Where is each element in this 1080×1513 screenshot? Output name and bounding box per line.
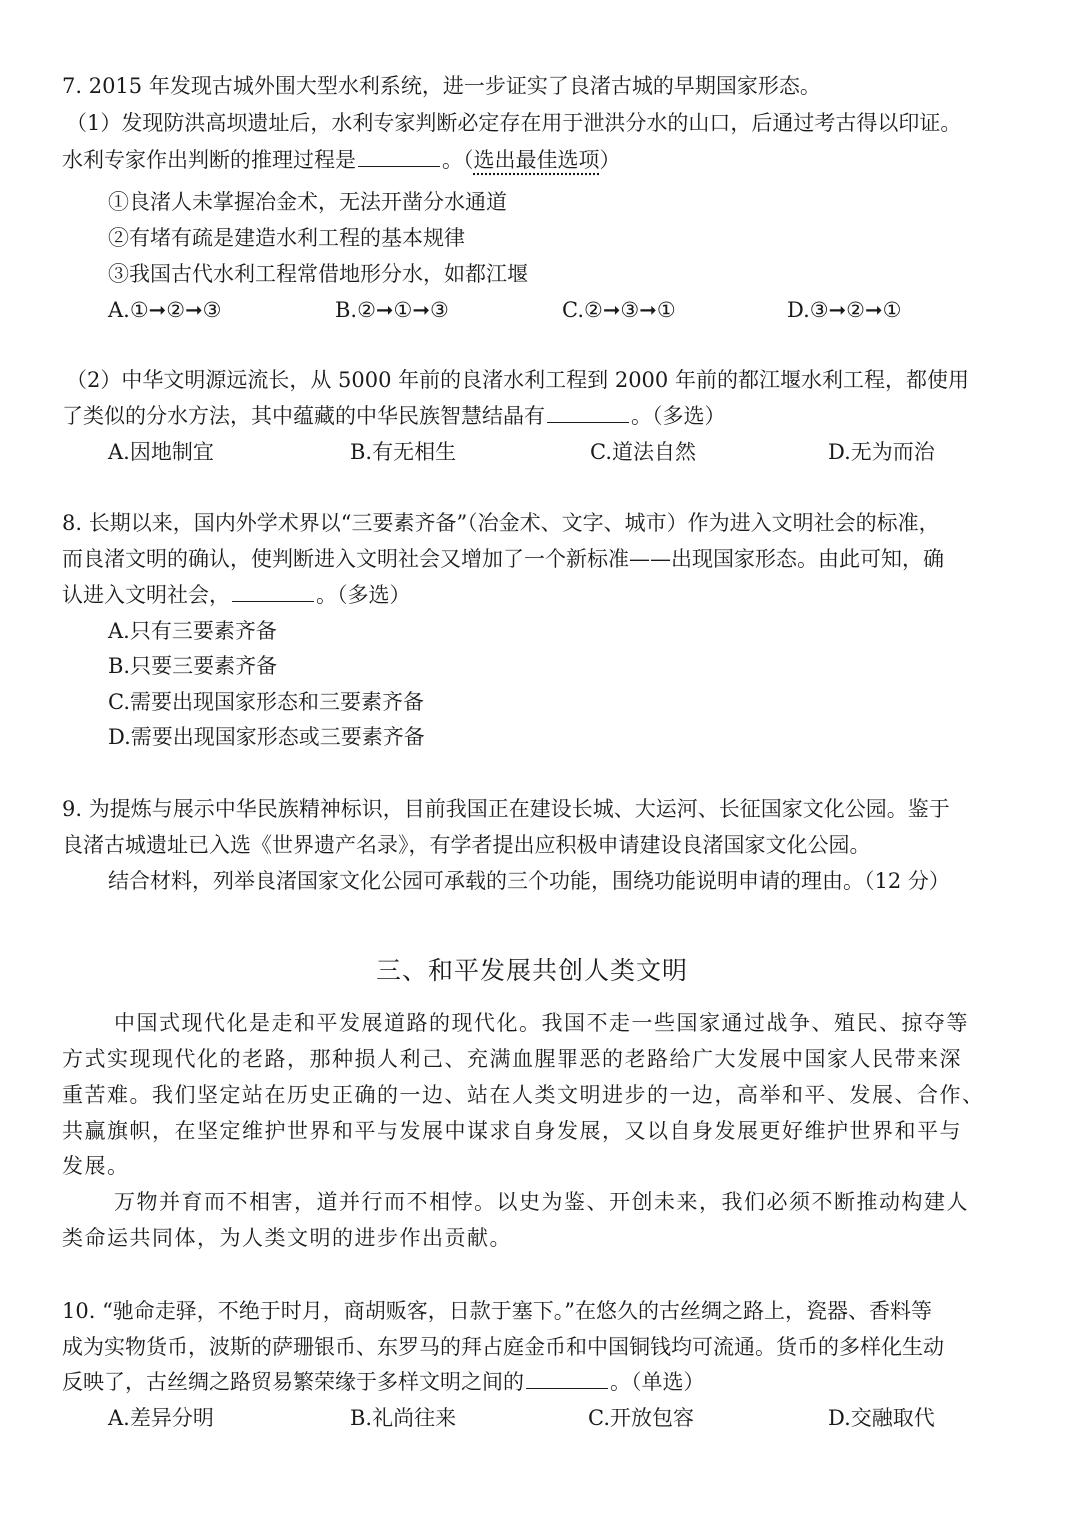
q7-stem: 7. 2015 年发现古城外围大型水利系统，进一步证实了良渚古城的早期国家形态。 — [62, 74, 821, 98]
q8-type: 。（多选） — [316, 583, 411, 607]
q10-option-b: B.礼尚往来 — [350, 1406, 457, 1430]
q10-line2: 成为实物货币，波斯的萨珊银币、东罗马的拜占庭金币和中国铜钱均可流通。货币的多样化生动 — [62, 1335, 944, 1359]
section-para2-line2: 类命运共同体，为人类文明的进步作出贡献。 — [62, 1227, 512, 1250]
q7-item-2: ②有堵有疏是建造水利工程的基本规律 — [108, 226, 465, 250]
section-para1-line2: 方式实现现代化的老路，那种损人利己、充满血腥罪恶的老路给广大发展中国家人民带来深 — [62, 1048, 962, 1071]
q8-option-c: C.需要出现国家形态和三要素齐备 — [108, 690, 424, 714]
q9-line1: 9. 为提炼与展示中华民族精神标识，目前我国正在建设长城、大运河、长征国家文化公园。鉴于 — [62, 797, 950, 821]
q7-part1-option-d: D.③➞②➞① — [787, 298, 902, 322]
q7-item-3: ③我国古代水利工程常借地形分水，如都江堰 — [108, 262, 528, 286]
answer-blank — [232, 581, 314, 602]
q7-part1-line1: （1）发现防洪高坝遗址后，水利专家判断必定存在用于泄洪分水的山口，后通过考古得以印证。 — [66, 111, 962, 135]
q7-part1-prompt: 水利专家作出判断的推理过程是 — [62, 148, 356, 172]
q7-item-1: ①良渚人未掌握冶金术，无法开凿分水通道 — [108, 190, 507, 214]
q7-part1-close: ） — [599, 148, 621, 172]
section-para1-line3: 重苦难。我们坚定站在历史正确的一边、站在人类文明进步的一边，高举和平、发展、合作、 — [62, 1084, 985, 1107]
q7-part1-line2 — [62, 145, 621, 175]
q8-line1: 8. 长期以来，国内外学术界以“三要素齐备”（冶金术、文字、城市）作为进入文明社会的标准， — [62, 511, 940, 535]
q7-part1-option-b: B.②➞①➞③ — [335, 298, 449, 322]
answer-blank — [526, 1368, 608, 1389]
section-title: 三、和平发展共创人类文明 — [376, 956, 689, 985]
q10-type: 。（单选） — [610, 1370, 705, 1394]
q8-line2: 而良渚文明的确认，使判断进入文明社会又增加了一个新标准——出现国家形态。由此可知，确 — [62, 547, 944, 571]
q9-line3: 结合材料，列举良渚国家文化公园可承载的三个功能，围绕功能说明申请的理由。（12 分） — [108, 869, 950, 893]
q7-part2-option-b: B.有无相生 — [350, 440, 457, 464]
q8-option-d: D.需要出现国家形态或三要素齐备 — [108, 725, 425, 749]
q7-part1-option-c: C.②➞③➞① — [562, 298, 676, 322]
q8-prompt: 认进入文明社会， — [62, 583, 230, 607]
q10-option-a: A.差异分明 — [108, 1406, 214, 1430]
q7-part1-emphasis: 选出最佳选项 — [473, 148, 600, 172]
q9-line2: 良渚古城遗址已入选《世界遗产名录》，有学者提出应积极申请建设良渚国家文化公园。 — [62, 833, 871, 857]
q10-option-d: D.交融取代 — [828, 1406, 935, 1430]
q8-option-a: A.只有三要素齐备 — [108, 619, 277, 643]
q7-part2-option-a: A.因地制宜 — [108, 440, 214, 464]
section-para1-line5: 发展。 — [62, 1155, 130, 1178]
q7-part1-text: 。（ — [442, 148, 474, 172]
answer-blank — [358, 146, 440, 167]
q7-part1-option-a: A.①➞②➞③ — [108, 298, 222, 322]
q7-part2-type: 。（多选） — [631, 404, 726, 428]
q8-line3 — [62, 580, 411, 610]
answer-blank — [547, 402, 629, 423]
q7-part2-line1: （2）中华文明源远流长，从 5000 年前的良渚水利工程到 2000 年前的都江堰水利工程，都使用 — [66, 368, 969, 392]
section-para2-line1: 万物并育而不相害，道并行而不相悖。以史为鉴、开创未来，我们必须不断推动构建人 — [114, 1191, 969, 1214]
q10-line1: 10. “驰命走驿，不绝于时月，商胡贩客，日款于塞下。”在悠久的古丝绸之路上，瓷器、香料等 — [62, 1299, 933, 1323]
q10-option-c: C.开放包容 — [588, 1406, 694, 1430]
q7-part2-line2 — [62, 401, 726, 431]
q10-prompt: 反映了，古丝绸之路贸易繁荣缘于多样文明之间的 — [62, 1370, 524, 1394]
q7-part2-prompt: 了类似的分水方法，其中蕴藏的中华民族智慧结晶有 — [62, 404, 545, 428]
section-para1-line4: 共赢旗帜，在坚定维护世界和平与发展中谋求自身发展，又以自身发展更好维护世界和平与 — [62, 1120, 962, 1143]
q7-part2-option-d: D.无为而治 — [828, 440, 935, 464]
section-para1-line1: 中国式现代化是走和平发展道路的现代化。我国不走一些国家通过战争、殖民、掠夺等 — [114, 1012, 969, 1035]
q10-line3 — [62, 1367, 705, 1397]
q7-part2-option-c: C.道法自然 — [590, 440, 696, 464]
q8-option-b: B.只要三要素齐备 — [108, 654, 278, 678]
